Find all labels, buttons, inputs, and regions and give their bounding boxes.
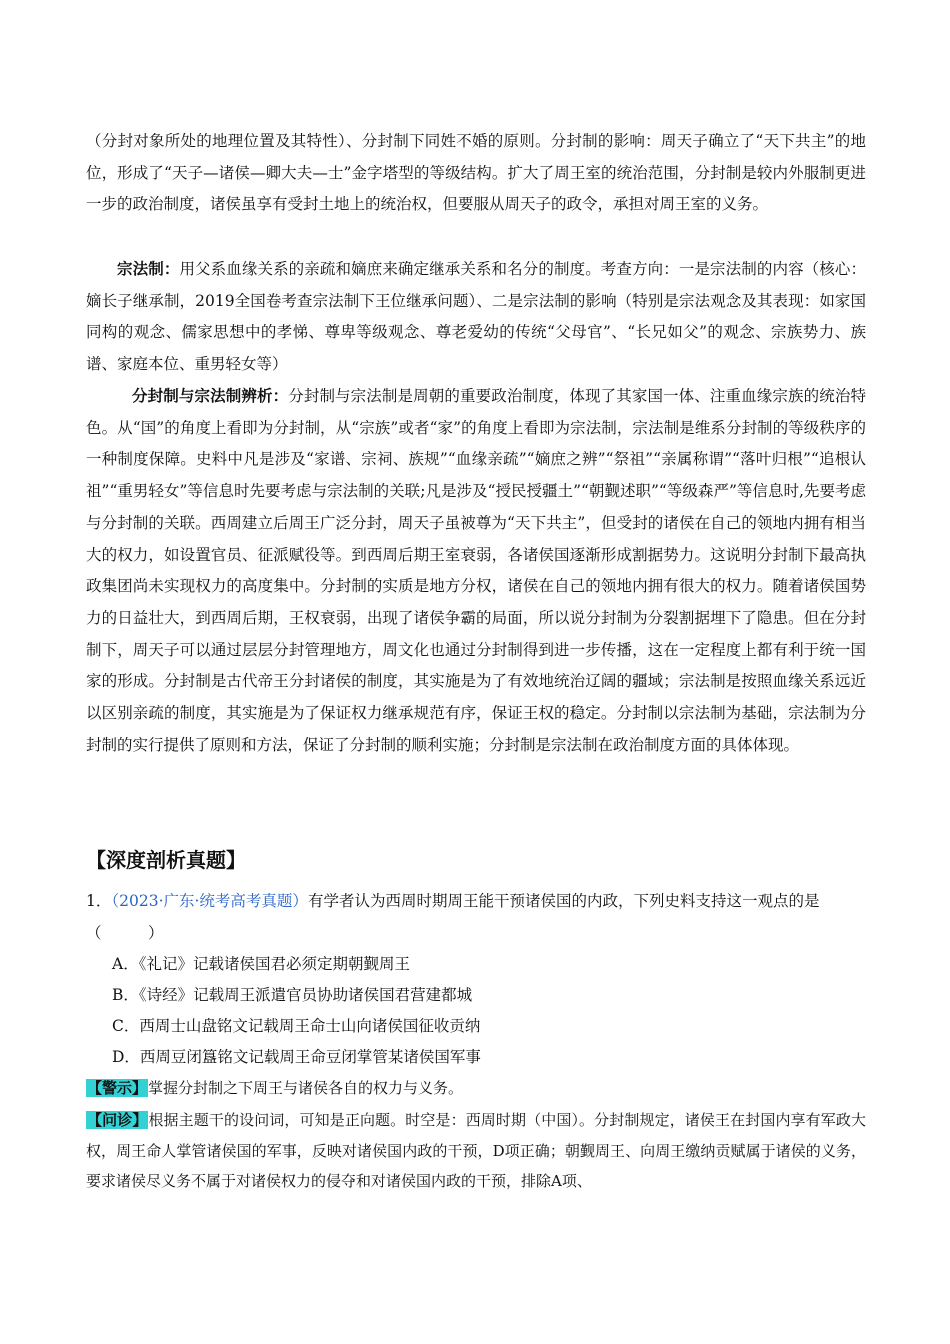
diagnosis-tag: 【问诊】 [87, 1111, 148, 1129]
question-source: （2023·广东·统考高考真题） [111, 892, 308, 910]
diagnosis-note [86, 1105, 866, 1197]
zongfa-label: 宗法制： [117, 259, 180, 278]
question-text: 有学者认为西周时期周王能干预诸侯国的内政，下列史料支持这一观点的是（ ） [86, 892, 820, 942]
paragraph-zongfa [86, 253, 866, 381]
warning-note [86, 1073, 866, 1104]
section-heading: 【深度剖析真题】 [86, 848, 246, 872]
zongfa-body: 用父系血缘关系的亲疏和嫡庶来确定继承关系和名分的制度。考查方向：一是宗法制的内容（核心：嫡长子继承制，2019全国卷考查宗法制下王位继承问题）、二是宗法制的影响（特别是宗法观念及其表现：如家国同构的观念、儒家思想中的孝悌、尊卑等级观念、尊老爱幼的传统“父母官”、“长兄如父”的观念、宗族势力、族谱、家庭本位、重男轻女等） [86, 260, 866, 374]
question-stem [86, 885, 866, 949]
paragraph-distinction [86, 380, 866, 761]
question-number: 1． [86, 892, 112, 910]
warning-tag: 【警示】 [87, 1079, 148, 1097]
option-d: D．西周豆闭簋铭文记载周王命豆闭掌管某诸侯国军事 [112, 1048, 481, 1066]
distinction-label: 分封制与宗法制辨析： [132, 386, 289, 405]
option-c: C．西周士山盘铭文记载周王命士山向诸侯国征收贡纳 [112, 1017, 481, 1035]
paragraph-fenfeng-influence: （分封对象所处的地理位置及其特性）、分封制下同姓不婚的原则。分封制的影响：周天子确立了“天下共主”的地位，形成了“天子—诸侯—卿大夫—士”金字塔型的等级结构。扩大了周王室的统治范围，分封制是较内外服制更进一步的政治制度，诸侯虽享有受封土地上的统治权，但要服从周天子的政令，承担对周王室的义务。 [86, 132, 866, 214]
warning-text: 掌握分封制之下周王与诸侯各自的权力与义务。 [148, 1079, 464, 1097]
diagnosis-text: 根据主题干的设问词，可知是正向题。时空是：西周时期（中国）。分封制规定，诸侯王在封国内享有军政大权，周王命人掌管诸侯国的军事，反映对诸侯国内政的干预，D项正确；朝觐周王、向周王缴纳贡赋属于诸侯的义务，要求诸侯尽义务不属于对诸侯权力的侵夺和对诸侯国内政的干预，排除A项、 [86, 1111, 866, 1190]
distinction-body: 分封制与宗法制是周朝的重要政治制度，体现了其家国一体、注重血缘宗族的统治特色。从“国”的角度上看即为分封制，从“宗族”或者“家”的角度上看即为宗法制，宗法制是维系分封制的等级秩序的一种制度保障。史料中凡是涉及“家谱、宗祠、族规”“血缘亲疏”“嫡庶之辨”“祭祖”“亲属称谓”“落叶归根”“追根认祖”“重男轻女”等信息时先要考虑与宗法制的关联;凡是涉及“授民授疆土”“朝觐述职”“等级森严”等信息时,先要考虑与分封制的关联。西周建立后周王广泛分封，周天子虽被尊为“天下共主”，但受封的诸侯在自己的领地内拥有相当大的权力，如设置官员、征派赋役等。到西周后期王室衰弱，各诸侯国逐渐形成割据势力。这说明分封制下最高执政集团尚未实现权力的高度集中。分封制的实质是地方分权，诸侯在自己的领地内拥有很大的权力。随着诸侯国势力的日益壮大，到西周后期，王权衰弱，出现了诸侯争霸的局面，所以说分封制为分裂割据埋下了隐患。但在分封制下，周天子可以通过层层分封管理地方，周文化也通过分封制得到进一步传播，这在一定程度上都有利于统一国家的形成。分封制是古代帝王分封诸侯的制度，其实施是为了有效地统治辽阔的疆域；宗法制是按照血缘关系远近以区别亲疏的制度，其实施是为了保证权力继承规范有序，保证王权的稳定。分封制以宗法制为基础，宗法制为分封制的实行提供了原则和方法，保证了分封制的顺利实施；分封制是宗法制在政治制度方面的具体体现。 [86, 387, 866, 754]
option-b: B．《诗经》记载周王派遣官员协助诸侯国君营建都城 [112, 986, 473, 1004]
option-a: A．《礼记》记载诸侯国君必须定期朝觐周王 [112, 955, 410, 973]
